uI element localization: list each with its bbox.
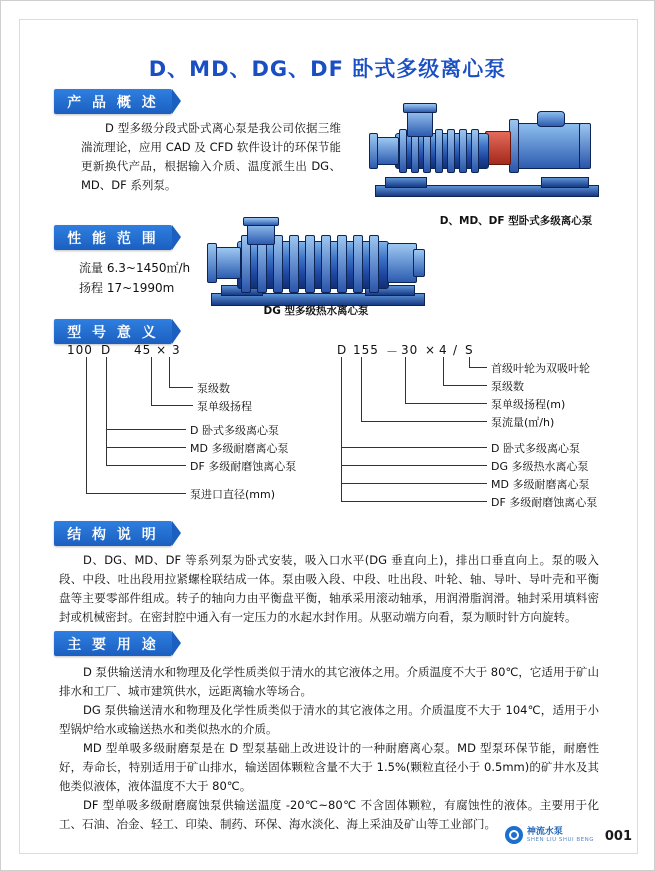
usage-paragraph-0: D 泵供输送清水和物理及化学性质类似于清水的其它液体之用。介质温度不大于 80℃，它适用于矿山排水和工厂、城市建筑供水，远距离输水等场合。 (59, 665, 599, 698)
leader-line (86, 493, 186, 494)
model-left-legend-5: 泵进口直径(mm) (190, 488, 276, 501)
leader-line (341, 465, 487, 466)
leader-line (405, 357, 406, 403)
model-left-legend-2: D 卧式多级离心泵 (190, 424, 279, 437)
logo-pinyin: SHEN LIU SHUI BENG (526, 837, 594, 843)
leader-line (169, 357, 170, 387)
model-left-legend-4: DF 多级耐磨蚀离心泵 (190, 460, 297, 473)
model-right-legend-3: 泵流量(㎡/h) (491, 416, 555, 429)
section-heading-usage: 主 要 用 途 (54, 631, 172, 656)
performance-flow: 流量 6.3~1450㎡/h (79, 261, 191, 275)
leader-line (341, 465, 342, 483)
model-right-code-1: 155 (353, 343, 379, 357)
leader-line (341, 483, 342, 501)
model-right-legend-5: DG 多级热水离心泵 (491, 460, 589, 473)
leader-line (469, 367, 487, 368)
model-right-code-2: － (386, 345, 400, 359)
model-left-code-1: D (101, 343, 112, 357)
leader-line (151, 405, 193, 406)
model-right-legend-4: D 卧式多级离心泵 (491, 442, 580, 455)
model-left-code-2: 45 × 3 (134, 343, 181, 357)
model-right-legend-2: 泵单级扬程(m) (491, 398, 566, 411)
model-right-legend-7: DF 多级耐磨蚀离心泵 (491, 496, 598, 509)
company-logo (505, 826, 594, 844)
figure-caption-top: D、MD、DF 型卧式多级离心泵 (439, 215, 593, 227)
page-number: 001 (604, 829, 632, 844)
usage-paragraph-1: DG 泵供输送清水和物理及化学性质类似于清水的其它液体之用。介质温度不大于 104℃，适用于小型锅炉给水或输送热水和类似热水的介质。 (59, 703, 599, 736)
page-title: D、MD、DG、DF 卧式多级离心泵 (148, 57, 507, 81)
section-heading-performance: 性 能 范 围 (54, 225, 172, 250)
logo-name: 神流水泵 (526, 827, 563, 837)
structure-body: D、DG、MD、DF 等系列泵为卧式安装，吸入口水平(DG 垂直向上)，排出口垂直向上。泵的吸入段、中段、吐出段用拉紧螺栓联结成一体。泵由吸入段、中段、吐出段、叶轮、轴、导叶、导叶壳和平衡盘等主要零部件组成。转子的轴向力由平衡盘平衡，轴承采用滚动轴承，用润滑脂润滑。轴封采用填料密封或机械密封。在密封腔中通入有一定压力的水起水封作用。从驱动端方向看，泵为顺时针方向旋转。 (59, 553, 599, 624)
usage-paragraph-3: DF 型单吸多级耐磨腐蚀泵供输送温度 -20℃~80℃ 不含固体颗粒，有腐蚀性的液体。主要用于化工、石油、冶金、轻工、印染、制药、环保、海水淡化、海上采油及矿山等工业部门。 (59, 798, 599, 831)
model-right-code-4: × (425, 343, 437, 357)
model-right-code-6: / (453, 343, 459, 357)
leader-line (106, 447, 107, 465)
leader-line (341, 483, 487, 484)
usage-paragraph-2: MD 型单吸多级耐磨泵是在 D 型泵基础上改进设计的一种耐磨离心泵。MD 型泵环保节能，耐磨性好，寿命长，特别适用于矿山排水，输送固体颗粒含量不大于 1.5%(颗粒直径小于 0.5mm)的矿井水及其他类似液体，液体温度不大于 80℃。 (59, 741, 599, 793)
model-right-legend-1: 泵级数 (491, 380, 524, 393)
model-left-legend-1: 泵单级扬程 (197, 400, 252, 413)
section-heading-model: 型 号 意 义 (54, 319, 172, 344)
leader-line (361, 357, 362, 421)
leader-line (341, 447, 342, 465)
logo-mark-icon (505, 826, 523, 844)
section-heading-overview: 产 品 概 述 (54, 89, 172, 114)
model-right-code-5: 4 (439, 343, 448, 357)
leader-line (341, 447, 487, 448)
model-right-code-7: S (465, 343, 474, 357)
leader-line (341, 357, 342, 447)
leader-line (443, 357, 444, 385)
leader-line (169, 387, 193, 388)
model-left-legend-0: 泵级数 (197, 382, 230, 395)
model-left-legend-3: MD 多级耐磨离心泵 (190, 442, 289, 455)
model-right-legend-6: MD 多级耐磨离心泵 (491, 478, 590, 491)
pump-illustration-middle (201, 217, 431, 317)
leader-line (106, 429, 186, 430)
leader-line (443, 385, 487, 386)
section-heading-structure: 结 构 说 明 (54, 521, 172, 546)
leader-line (151, 357, 152, 405)
performance-head: 扬程 17~1990m (79, 281, 175, 295)
pump-illustration-top (361, 93, 611, 208)
leader-line (106, 447, 186, 448)
model-right-legend-0: 首级叶轮为双吸叶轮 (491, 362, 590, 375)
model-right-code-0: D (337, 343, 348, 357)
leader-line (405, 403, 487, 404)
leader-line (106, 429, 107, 447)
leader-line (106, 465, 186, 466)
leader-line (86, 357, 87, 493)
overview-body: D 型多级分段式卧式离心泵是我公司依据三维湍流理论，应用 CAD 及 CFD 软件设计的环保节能更新换代产品，根据输入介质、温度派生出 DG、MD、DF 系列泵。 (81, 121, 341, 192)
figure-caption-middle: DG 型多级热水离心泵 (263, 305, 369, 317)
leader-line (469, 357, 470, 367)
leader-line (361, 421, 487, 422)
model-left-code-0: 100 (67, 343, 93, 357)
leader-line (341, 501, 487, 502)
leader-line (106, 357, 107, 429)
model-right-code-3: 30 (401, 343, 419, 357)
